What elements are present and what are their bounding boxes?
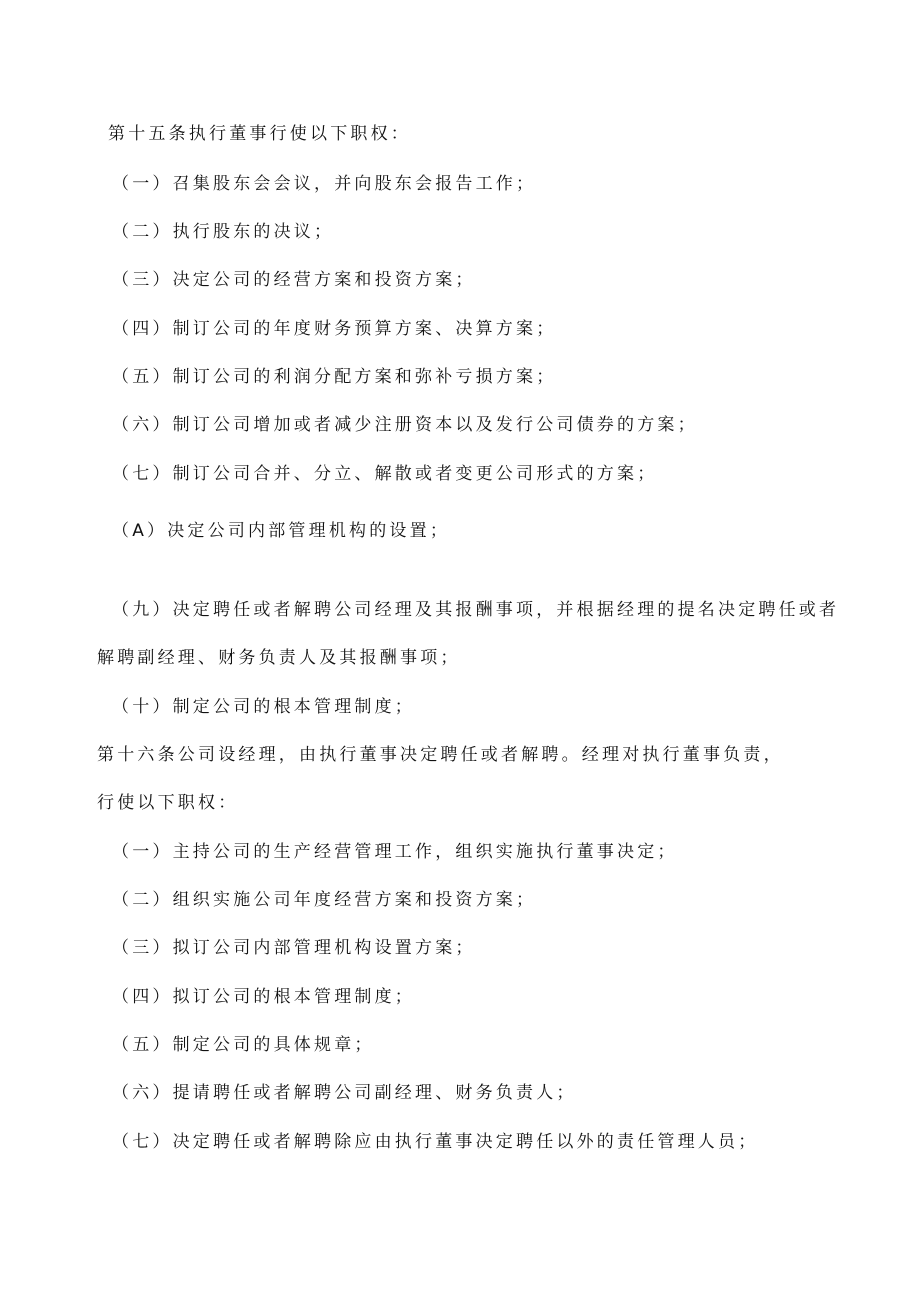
article-15-item-5: （五）制订公司的利润分配方案和弥补亏损方案； bbox=[112, 367, 557, 387]
article-15-item-6: （六）制订公司增加或者减少注册资本以及发行公司债券的方案； bbox=[112, 415, 698, 435]
article-15-item-10: （十）制定公司的根本管理制度； bbox=[112, 697, 415, 717]
article-15-item-3: （三）决定公司的经营方案和投资方案； bbox=[112, 270, 476, 290]
article-16-item-4: （四）拟订公司的根本管理制度； bbox=[112, 987, 415, 1007]
article-15-item-9: （九）决定聘任或者解聘公司经理及其报酬事项，并根据经理的提名决定聘任或者 bbox=[112, 600, 840, 620]
article-16-item-5: （五）制定公司的具体规章； bbox=[112, 1035, 375, 1055]
article-15-heading: 第十五条执行董事行使以下职权： bbox=[108, 124, 411, 144]
article-15-item-4: （四）制订公司的年度财务预算方案、决算方案； bbox=[112, 319, 557, 339]
article-16-item-2: （二）组织实施公司年度经营方案和投资方案； bbox=[112, 890, 537, 910]
article-16-item-7: （七）决定聘任或者解聘除应由执行董事决定聘任以外的责任管理人员； bbox=[112, 1132, 759, 1152]
article-15-item-1: （一）召集股东会会议，并向股东会报告工作； bbox=[112, 174, 537, 194]
article-16-item-1: （一）主持公司的生产经营管理工作，组织实施执行董事决定； bbox=[112, 842, 678, 862]
article-16-item-3: （三）拟订公司内部管理机构设置方案； bbox=[112, 938, 476, 958]
article-15-item-2: （二）执行股东的决议； bbox=[112, 222, 335, 242]
article-15-item-7: （七）制订公司合并、分立、解散或者变更公司形式的方案； bbox=[112, 464, 658, 484]
article-15-item-8: （A）决定公司内部管理机构的设置； bbox=[112, 521, 451, 541]
article-16-heading-continuation: 行使以下职权： bbox=[97, 793, 239, 813]
article-16-item-6: （六）提请聘任或者解聘公司副经理、财务负责人； bbox=[112, 1083, 577, 1103]
article-16-heading: 第十六条公司设经理，由执行董事决定聘任或者解聘。经理对执行董事负责， bbox=[97, 745, 784, 765]
article-15-item-9-continuation: 解聘副经理、财务负责人及其报酬事项； bbox=[97, 648, 461, 668]
